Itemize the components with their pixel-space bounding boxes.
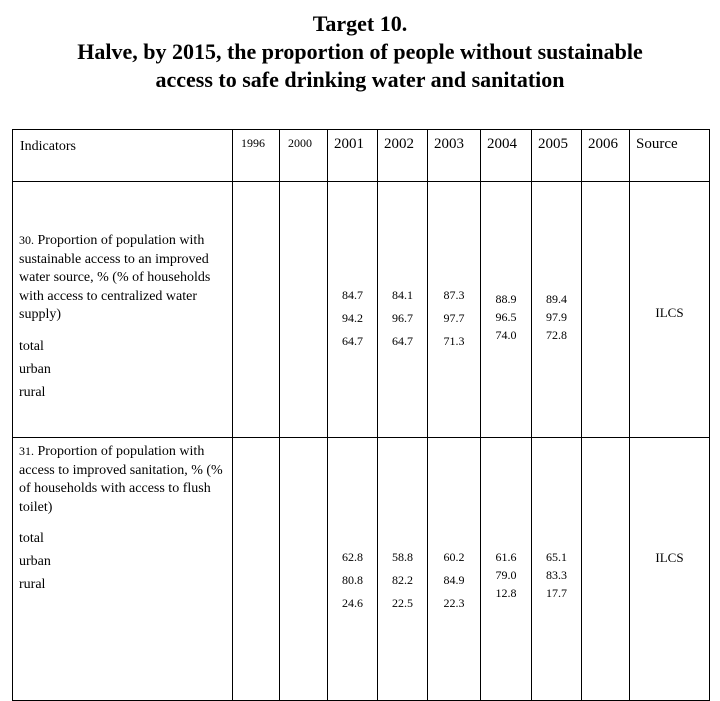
value-cell: 62.8 (342, 550, 363, 564)
header-year-2002: 2002 (378, 130, 428, 182)
indicator-30-source: ILCS (630, 182, 710, 438)
indicator-31-row-total: total (19, 531, 44, 546)
indicator-31-2005 (532, 438, 582, 701)
indicator-30-row (13, 182, 710, 438)
indicator-30-text: Proportion of population with sustainable access to an improved water source, % (% of households with access to centralized water supply) (19, 233, 211, 322)
header-year-2000: 2000 (280, 130, 328, 182)
header-year-1996: 1996 (233, 130, 280, 182)
value-cell: 84.1 (392, 288, 413, 302)
indicator-30-2002 (378, 182, 428, 438)
value-cell: 82.2 (392, 573, 413, 587)
indicator-31-2003 (428, 438, 481, 701)
indicator-31-2000 (280, 438, 328, 701)
page-title (0, 10, 720, 94)
value-cell: 74.0 (495, 328, 517, 342)
header-source: Source (630, 130, 710, 182)
header-row (13, 130, 710, 182)
value-cell: 65.1 (546, 550, 567, 564)
value-cell: 72.8 (546, 328, 567, 342)
header-year-2001: 2001 (328, 130, 378, 182)
value-cell: 84.9 (443, 573, 465, 587)
value-cell: 64.7 (392, 334, 413, 348)
value-cell: 22.3 (443, 596, 465, 610)
value-cell: 89.4 (546, 292, 567, 306)
indicator-31-source: ILCS (630, 438, 710, 701)
header-year-2005: 2005 (532, 130, 582, 182)
indicator-31-text: Proportion of population with access to improved sanitation, % (% of households with access to flush toilet) (19, 444, 223, 515)
indicator-30-2000 (280, 182, 328, 438)
value-cell: 80.8 (342, 573, 363, 587)
indicator-31-2001 (328, 438, 378, 701)
indicator-30-2003 (428, 182, 481, 438)
indicator-30-number: 30. (19, 233, 34, 247)
header-year-2003: 2003 (428, 130, 481, 182)
indicator-30-rows (19, 335, 226, 404)
indicator-30-row-rural: rural (19, 384, 46, 400)
title-line-3: access to safe drinking water and sanitation (155, 67, 565, 92)
indicator-30-row-total: total (19, 338, 44, 354)
value-cell: 97.9 (546, 310, 567, 324)
value-cell: 12.8 (495, 586, 517, 600)
value-cell: 96.5 (495, 310, 517, 324)
value-cell: 97.7 (443, 311, 465, 325)
value-cell: 24.6 (342, 596, 363, 610)
title-line-2: Halve, by 2015, the proportion of people without sustainable (77, 39, 643, 64)
indicator-31-2006 (582, 438, 630, 701)
indicator-30-2001 (328, 182, 378, 438)
indicator-30-2005 (532, 182, 582, 438)
value-cell: 22.5 (392, 596, 413, 610)
indicator-31-2004 (481, 438, 532, 701)
indicator-31-number: 31. (19, 444, 34, 458)
indicator-31-row (13, 438, 710, 701)
value-cell: 79.0 (495, 568, 517, 582)
value-cell: 60.2 (443, 550, 465, 564)
header-indicators: Indicators (13, 130, 233, 182)
title-line-1: Target 10. (312, 11, 408, 36)
value-cell: 64.7 (342, 334, 363, 348)
indicator-31-row-urban: urban (19, 554, 51, 569)
value-cell: 61.6 (495, 550, 517, 564)
indicator-30-1996 (233, 182, 280, 438)
indicator-31-1996 (233, 438, 280, 701)
value-cell: 83.3 (546, 568, 567, 582)
indicators-table (12, 129, 710, 701)
value-cell: 58.8 (392, 550, 413, 564)
value-cell: 94.2 (342, 311, 363, 325)
indicator-30-row-urban: urban (19, 361, 51, 377)
value-cell: 71.3 (443, 334, 465, 348)
value-cell: 17.7 (546, 586, 567, 600)
value-cell: 84.7 (342, 288, 363, 302)
header-year-2006: 2006 (582, 130, 630, 182)
value-cell: 88.9 (495, 292, 517, 306)
indicator-31-row-rural: rural (19, 577, 46, 592)
header-year-2004: 2004 (481, 130, 532, 182)
indicator-31-2002 (378, 438, 428, 701)
value-cell: 87.3 (443, 288, 465, 302)
indicator-30-2004 (481, 182, 532, 438)
indicator-31-description (13, 438, 233, 701)
indicator-30-description (13, 182, 233, 438)
value-cell: 96.7 (392, 311, 413, 325)
indicator-31-rows (19, 527, 226, 596)
indicator-30-2006 (582, 182, 630, 438)
